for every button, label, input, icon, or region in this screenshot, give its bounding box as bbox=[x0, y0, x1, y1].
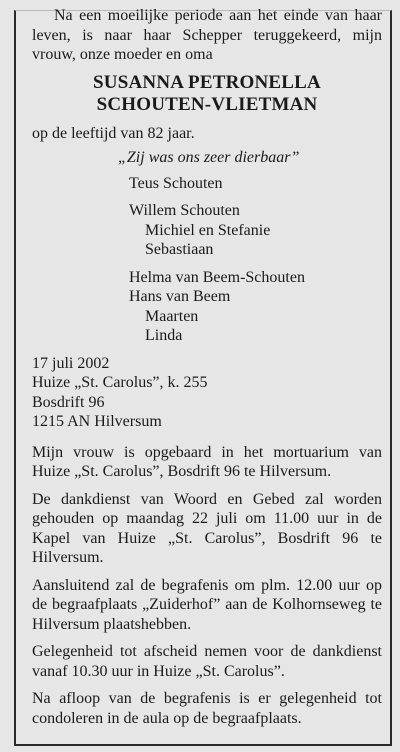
address-line: 1215 AN Hilversum bbox=[32, 413, 162, 430]
family-member: Michiel en Stefanie bbox=[145, 221, 271, 239]
family-member: Hans van Beem bbox=[129, 288, 231, 305]
family-member: Linda bbox=[145, 327, 183, 344]
death-notice bbox=[32, 6, 382, 728]
paragraph-condolence: Na afloop van de begrafenis is er gelegenheid tot condoleren in de aula op de begraafplaats. bbox=[32, 690, 382, 727]
address-block bbox=[32, 354, 382, 432]
age-line: op de leeftijd van 82 jaar. bbox=[32, 124, 195, 142]
deceased-name-last: SCHOUTEN-VLIETMAN bbox=[96, 93, 318, 115]
family-member: Willem Schouten bbox=[129, 202, 240, 219]
paragraph-farewell: Gelegenheid tot afscheid nemen voor de dankdienst vanaf 10.30 uur in Huize „St. Carolus”. bbox=[32, 643, 382, 680]
paragraph-mortuary: Mijn vrouw is opgebaard in het mortuarium van Huize „St. Carolus”, Bosdrift 96 te Hilversum. bbox=[32, 443, 382, 480]
paragraph-burial: Aansluitend zal de begrafenis om plm. 12.00 uur op de begraafplaats „Zuiderhof” aan de Kolhornseweg te Hilversum plaatshebben. bbox=[32, 576, 382, 633]
family-member: Helma van Beem-Schouten bbox=[129, 268, 305, 286]
family-member: Maarten bbox=[145, 307, 199, 325]
address-line: Huize „St. Carolus”, k. 255 bbox=[32, 374, 208, 391]
deceased-name-first: SUSANNA PETRONELLA bbox=[93, 71, 321, 93]
quote-line: „Zij was ons zeer dierbaar” bbox=[118, 149, 300, 166]
address-line: Bosdrift 96 bbox=[32, 393, 105, 411]
family-member: Teus Schouten bbox=[129, 174, 223, 192]
notice-date: 17 juli 2002 bbox=[32, 354, 110, 372]
family-member: Sebastiaan bbox=[145, 241, 214, 258]
paragraph-service: De dankdienst van Woord en Gebed zal worden gehouden op maandag 22 juli om 11.00 uur in de Kapel van Huize „St. Carolus”, Bosdrift 96 te Hilversum. bbox=[32, 490, 382, 566]
intro-text: Na een moeilijke periode aan het einde van haar leven, is naar haar Schepper teruggekeerd, mijn vrouw, onze moeder en oma bbox=[32, 7, 382, 63]
